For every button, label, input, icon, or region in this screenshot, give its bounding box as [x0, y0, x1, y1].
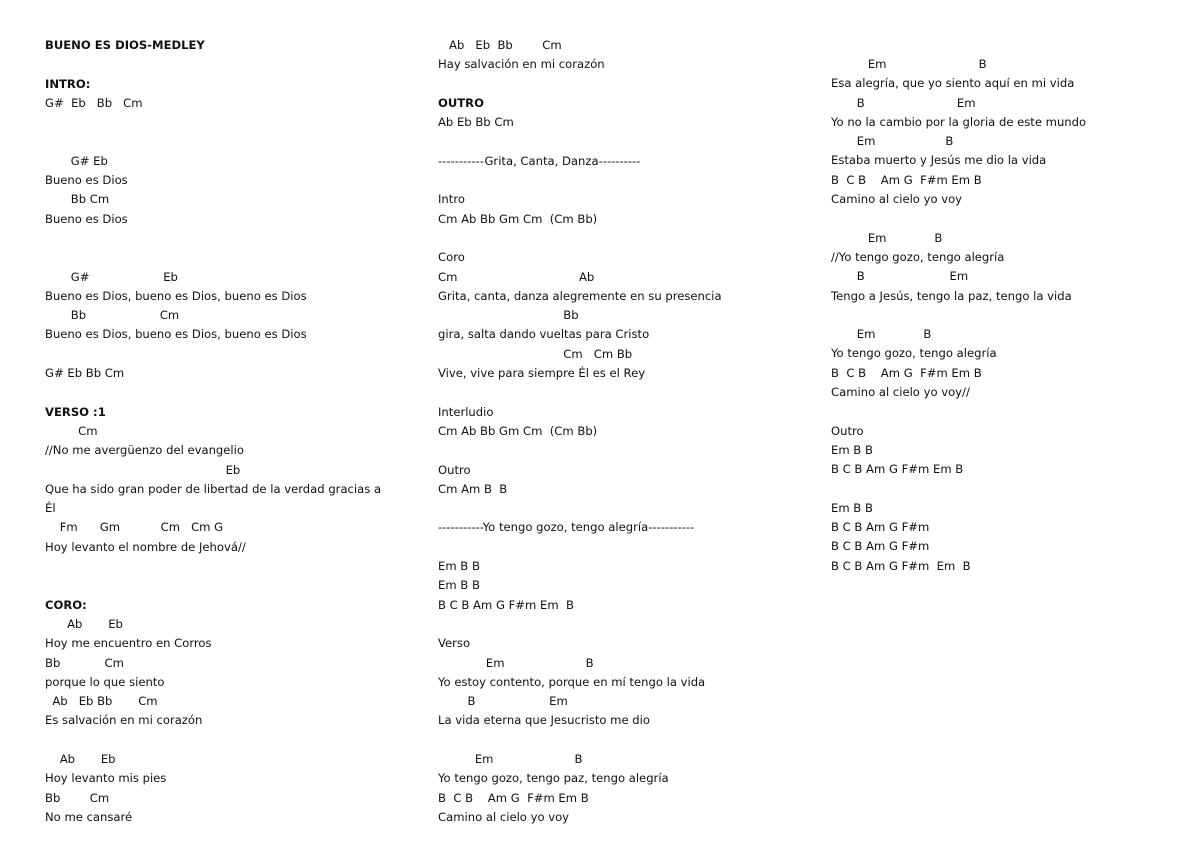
song-line: Cm Am B B: [438, 481, 508, 496]
song-line: La vida eterna que Jesucristo me dio: [438, 713, 650, 728]
song-line: Ab Eb Bb Cm: [45, 694, 158, 709]
song-line: Em B B: [831, 500, 873, 515]
song-line: Hoy me encuentro en Corros: [45, 636, 212, 651]
song-line: Hoy levanto el nombre de Jehová//: [45, 539, 246, 554]
song-line: B C B Am G F#m Em B: [831, 172, 982, 187]
song-line: B Em: [831, 95, 976, 110]
song-line: B Em: [438, 694, 568, 709]
song-line: gira, salta dando vueltas para Cristo: [438, 327, 650, 342]
song-line: Camino al cielo yo voy: [438, 809, 570, 824]
blank-line: [45, 229, 415, 248]
song-line: -----------Yo tengo gozo, tengo alegría-----------: [438, 520, 695, 535]
song-line: B C B Am G F#m Em B: [438, 790, 589, 805]
blank-line: [438, 538, 808, 557]
blank-line: [45, 248, 415, 267]
song-line: Em B: [438, 655, 594, 670]
song-line: Bb: [438, 308, 579, 323]
song-line: Bueno es Dios: [45, 211, 128, 226]
song-line: G# Eb: [45, 269, 178, 284]
song-line: Bb Cm: [45, 192, 110, 207]
song-line: Em B: [831, 134, 954, 149]
blank-line: [438, 731, 808, 750]
blank-line: [438, 229, 808, 248]
blank-line: [45, 132, 415, 151]
song-line: -----------Grita, Canta, Danza----------: [438, 153, 641, 168]
song-line: Bb Cm: [45, 655, 124, 670]
song-line: B C B Am G F#m Em B: [831, 365, 982, 380]
song-line: Eb: [45, 462, 241, 477]
column-1: [45, 36, 415, 827]
song-line: B C B Am G F#m Em B: [831, 462, 964, 477]
section-heading: INTRO:: [45, 76, 91, 91]
section-heading: BUENO ES DIOS-MEDLEY: [45, 38, 205, 52]
song-line: Que ha sido gran poder de libertad de la verdad gracias a: [45, 481, 382, 496]
song-line: Yo no la cambio por la gloria de este mundo: [831, 114, 1087, 129]
song-line: Camino al cielo yo voy: [831, 192, 963, 207]
blank-line: [45, 557, 415, 576]
song-line: Hay salvación en mi corazón: [438, 57, 605, 72]
column-2: [438, 36, 808, 827]
song-line: Estaba muerto y Jesús me dio la vida: [831, 153, 1047, 168]
song-line: Yo estoy contento, porque en mí tengo la vida: [438, 674, 706, 689]
song-line: Bb Cm: [45, 308, 180, 323]
song-line: Em B B: [438, 578, 480, 593]
song-line: Cm Ab: [438, 269, 595, 284]
song-line: Vive, vive para siempre Él es el Rey: [438, 366, 646, 381]
song-line: Cm Ab Bb Gm Cm (Cm Bb): [438, 211, 598, 226]
song-line: Yo tengo gozo, tengo paz, tengo alegría: [438, 771, 669, 786]
song-line: Ab Eb Bb Cm: [438, 115, 514, 130]
song-line: Intro: [438, 192, 465, 207]
song-line: Bueno es Dios, bueno es Dios, bueno es Dios: [45, 327, 307, 342]
song-line: Em B: [438, 751, 583, 766]
blank-line: [45, 383, 415, 402]
blank-line: [438, 383, 808, 402]
section-heading: VERSO :1: [45, 404, 106, 419]
song-line: Ab Eb: [45, 616, 123, 631]
song-line: Bueno es Dios, bueno es Dios, bueno es Dios: [45, 288, 307, 303]
song-line: G# Eb Bb Cm: [45, 95, 143, 110]
song-line: Outro: [831, 423, 864, 438]
blank-line: [45, 576, 415, 595]
blank-line: [438, 499, 808, 518]
song-line: B C B Am G F#m: [831, 520, 930, 535]
song-line: B C B Am G F#m: [831, 539, 930, 554]
blank-line: [438, 615, 808, 634]
song-line: B C B Am G F#m Em B: [831, 558, 971, 573]
song-line: B Em: [831, 269, 969, 284]
blank-line: [438, 132, 808, 151]
blank-line: [45, 345, 415, 364]
song-line: Em B: [831, 57, 987, 71]
song-line: Ab Eb Bb Cm: [438, 38, 562, 52]
song-line: Coro: [438, 250, 465, 265]
blank-line: [438, 441, 808, 460]
column-3: [831, 55, 1161, 576]
song-line: Cm Ab Bb Gm Cm (Cm Bb): [438, 423, 598, 438]
song-line: Em B B: [438, 559, 480, 574]
song-line: Em B B: [831, 442, 873, 457]
song-line: Es salvación en mi corazón: [45, 713, 203, 728]
blank-line: [831, 209, 1161, 228]
song-line: No me cansaré: [45, 809, 133, 824]
section-heading: OUTRO: [438, 95, 484, 110]
song-line: Yo tengo gozo, tengo alegría: [831, 346, 997, 361]
song-line: B C B Am G F#m Em B: [438, 597, 574, 612]
song-line: Él: [45, 501, 56, 516]
song-line: G# Eb Bb Cm: [45, 366, 125, 381]
song-line: Tengo a Jesús, tengo la paz, tengo la vida: [831, 288, 1072, 303]
song-line: porque lo que siento: [45, 674, 165, 689]
blank-line: [45, 731, 415, 750]
song-line: Ab Eb: [45, 751, 116, 766]
song-line: Fm Gm Cm Cm G: [45, 520, 224, 535]
song-line: Hoy levanto mis pies: [45, 771, 167, 786]
song-line: G# Eb: [45, 153, 108, 168]
song-line: Verso: [438, 636, 471, 651]
song-line: Interludio: [438, 404, 494, 419]
song-line: Em B: [831, 230, 943, 245]
song-line: Em B: [831, 327, 932, 342]
blank-line: [45, 55, 415, 74]
song-line: Outro: [438, 462, 471, 477]
song-line: //No me avergüenzo del evangelio: [45, 443, 244, 458]
song-line: Camino al cielo yo voy//: [831, 385, 970, 400]
section-heading: CORO:: [45, 597, 87, 612]
blank-line: [45, 113, 415, 132]
blank-line: [831, 480, 1161, 499]
song-line: Bueno es Dios: [45, 173, 128, 188]
blank-line: [831, 306, 1161, 325]
blank-line: [438, 75, 808, 94]
song-line: Bb Cm: [45, 790, 110, 805]
song-line: Cm: [45, 423, 98, 438]
blank-line: [831, 402, 1161, 421]
song-line: //Yo tengo gozo, tengo alegría: [831, 249, 1005, 264]
blank-line: [438, 171, 808, 190]
song-line: Grita, canta, danza alegremente en su presencia: [438, 288, 722, 303]
song-line: Esa alegría, que yo siento aquí en mi vida: [831, 76, 1075, 91]
song-line: Cm Cm Bb: [438, 346, 633, 361]
